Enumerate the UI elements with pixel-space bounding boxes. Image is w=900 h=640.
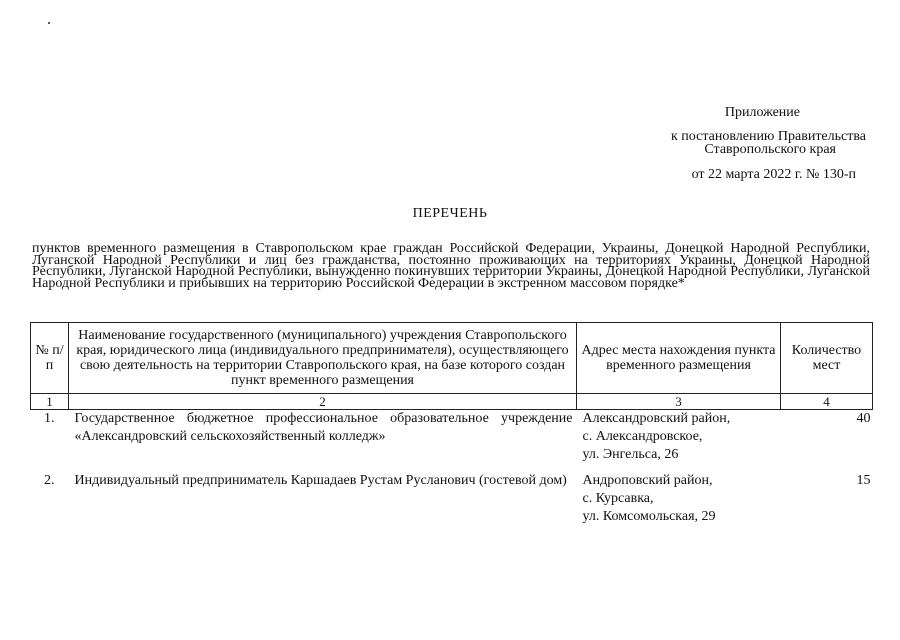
- address-line: с. Курсавка,: [582, 491, 654, 506]
- address: [577, 472, 781, 532]
- column-number-4: 4: [781, 394, 873, 410]
- resolution-line-1: к постановлению Правительства: [670, 129, 866, 144]
- resolution-line-2: Ставропольского края: [704, 142, 836, 157]
- table-header-row: [31, 323, 873, 394]
- places-count: 15: [856, 473, 871, 488]
- column-number-3: 3: [577, 394, 781, 410]
- column-number-2: 2: [69, 394, 577, 410]
- document-title: ПЕРЕЧЕНЬ: [412, 206, 488, 221]
- placement-points-table: [30, 322, 873, 532]
- header-places: Количество мест: [781, 323, 873, 394]
- resolution-reference: [0, 130, 866, 156]
- address-line: с. Александровское,: [582, 429, 703, 444]
- row-number: 1.: [44, 411, 55, 426]
- resolution-date: от 22 марта 2022 г. № 130-п: [691, 167, 856, 182]
- table-row: [31, 472, 873, 532]
- address-line: ул. Комсомольская, 29: [582, 509, 716, 524]
- organization-name: Государственное бюджетное профессиональное образовательное учреждение «Александровский сельскохозяйственный колледж»: [74, 411, 573, 444]
- header-number: № п/п: [31, 323, 69, 394]
- places-count: 40: [856, 411, 871, 426]
- address-line: Александровский район,: [582, 411, 731, 426]
- column-numbers-row: [31, 394, 873, 410]
- scan-speck: [48, 22, 50, 24]
- header-organization-name: Наименование государственного (муниципального) учреждения Ставропольского края, юридического лица (индивидуального предпринимателя), осуществляющего свою деятельность на территории Ставропольского края, на базе которого создан пункт временного размещения: [69, 323, 577, 394]
- column-number-1: 1: [31, 394, 69, 410]
- organization-name: Индивидуальный предприниматель Каршадаев Рустам Русланович (гостевой дом): [74, 473, 567, 488]
- header-address: Адрес места нахождения пункта временного размещения: [577, 323, 781, 394]
- row-number: 2.: [44, 473, 55, 488]
- document-description: пунктов временного размещения в Ставропольском крае граждан Российской Федерации, Украины, Донецкой Народной Республики, Луганской Народной Республики и лиц без гражданства, постоянно проживающих на территориях Украины, Донецкой Народной Республики, Луганской Народной Республики, вынужденно покинувших территории Украины, Донецкой Народной Республики, Луганской Народной Республики и прибывших на территорию Российской Федерации в экстренном массовом порядке*: [32, 241, 870, 291]
- appendix-label: Приложение: [724, 105, 800, 120]
- address-line: Андроповский район,: [582, 473, 713, 488]
- address: [577, 410, 781, 473]
- address-line: ул. Энгельса, 26: [582, 447, 679, 462]
- table-row: [31, 410, 873, 473]
